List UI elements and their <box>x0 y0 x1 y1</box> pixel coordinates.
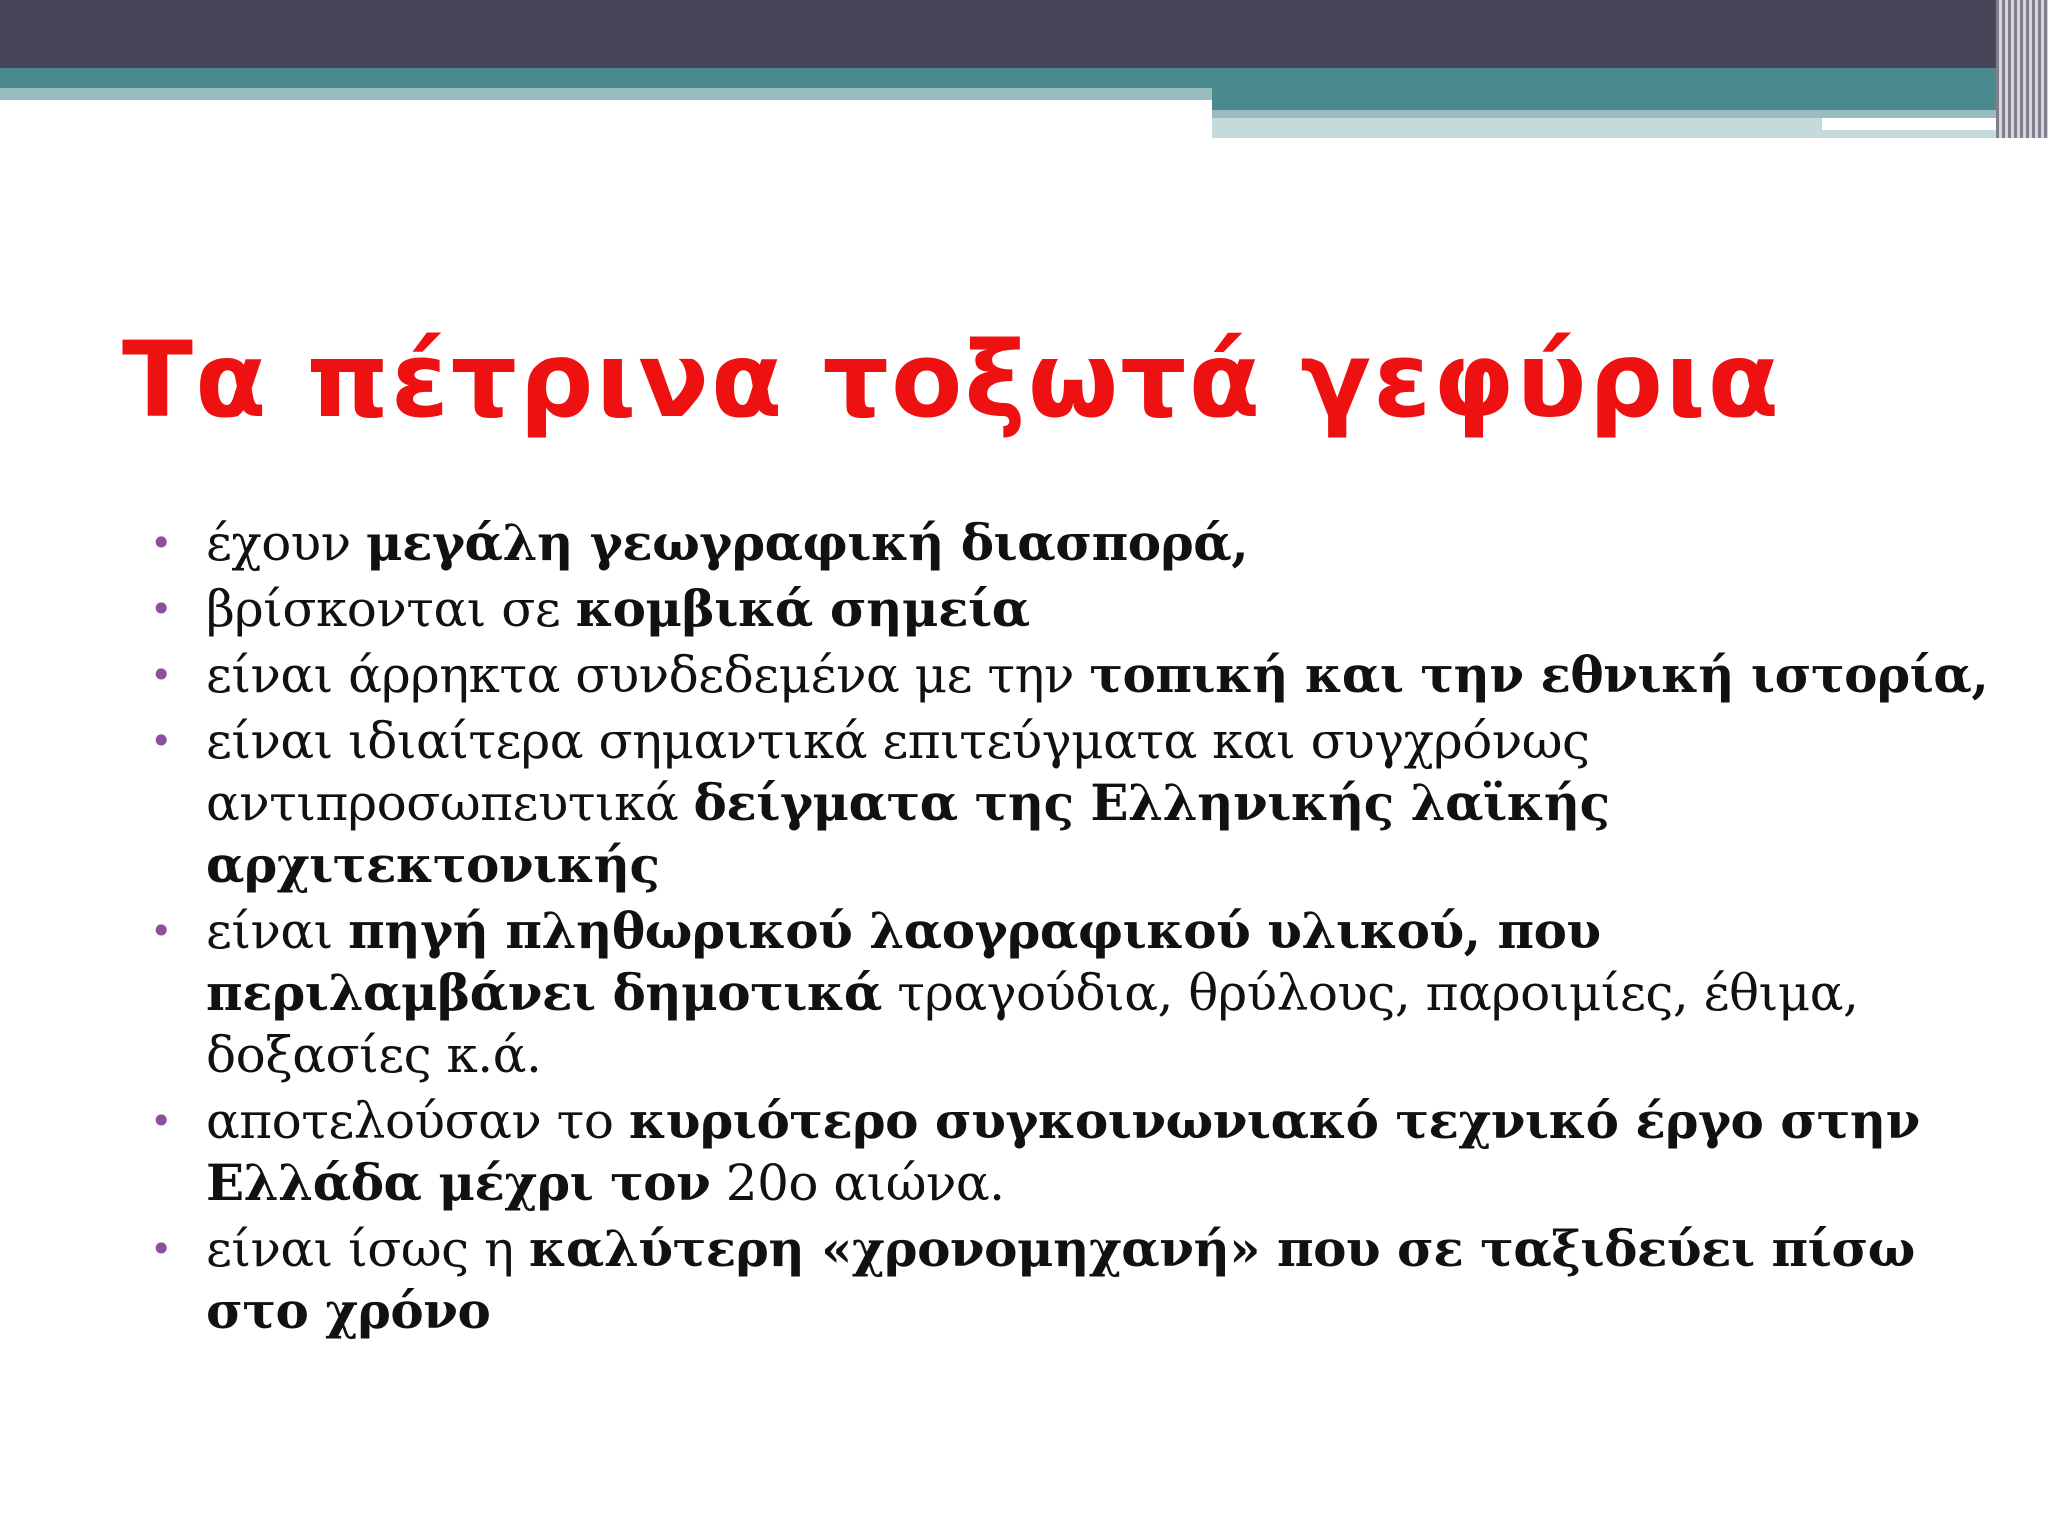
bullet-text: έχουν <box>206 514 366 572</box>
bullet-text-bold: κυριότερο συγκοινωνιακό τεχνικό έργο στην Ελλάδα μέχρι τον <box>206 1091 1920 1212</box>
header-band-right <box>1212 88 2048 110</box>
header-band-teal <box>0 68 2048 88</box>
bullet-text: αποτελούσαν το <box>206 1092 629 1150</box>
slide-title: Τα πέτρινα τοξωτά γεφύρια <box>122 319 1782 441</box>
bullet-text: είναι άρρηκτα συνδεδεμένα με την <box>206 646 1090 704</box>
bullet-item <box>146 1218 2006 1342</box>
header-band-dark <box>0 0 2048 68</box>
corner-stripes <box>1996 0 2048 138</box>
bullet-text: βρίσκονται σε <box>206 580 576 638</box>
bullet-text: είναι ίσως η <box>206 1220 529 1278</box>
header-band-right-accent <box>1650 130 2048 138</box>
bullet-item <box>146 512 2006 574</box>
header-band-right-light <box>1212 110 2048 118</box>
bullet-text: 20ο αιώνα. <box>710 1154 1005 1212</box>
header-band-teal-light <box>0 88 1212 100</box>
bullet-dot-icon: • <box>150 521 172 565</box>
bullet-item <box>146 710 2006 896</box>
bullet-text: τραγούδια, θρύλους, παροιμίες, έθιμα, δοξασίες κ.ά. <box>206 964 1859 1084</box>
bullet-text-bold: κομβικά σημεία <box>575 579 1030 638</box>
bullet-text-bold: τοπική και την εθνική ιστορία, <box>1089 645 1989 704</box>
bullet-text-bold: δείγματα της Ελληνικής λαϊκής αρχιτεκτονικής <box>206 773 1610 894</box>
bullet-text-bold: καλύτερη «χρονομηχανή» που σε ταξιδεύει πίσω στο χρόνο <box>206 1219 1915 1340</box>
bullet-text-bold: μεγάλη γεωγραφική διασπορά, <box>366 513 1249 572</box>
bullet-dot-icon: • <box>150 719 172 763</box>
bullet-list <box>146 512 2006 1346</box>
bullet-dot-icon: • <box>150 1227 172 1271</box>
bullet-item <box>146 578 2006 640</box>
bullet-text-bold: πηγή πληθωρικού λαογραφικού υλικού, που περιλαμβάνει δημοτικά <box>206 901 1601 1022</box>
bullet-item <box>146 644 2006 706</box>
bullet-dot-icon: • <box>150 1099 172 1143</box>
bullet-item <box>146 900 2006 1086</box>
bullet-dot-icon: • <box>150 653 172 697</box>
bullet-dot-icon: • <box>150 909 172 953</box>
bullet-text: είναι ιδιαίτερα σημαντικά επιτεύγματα και συγχρόνως αντιπροσωπευτικά <box>206 712 1590 832</box>
bullet-item <box>146 1090 2006 1214</box>
bullet-dot-icon: • <box>150 587 172 631</box>
bullet-text: είναι <box>206 902 349 960</box>
